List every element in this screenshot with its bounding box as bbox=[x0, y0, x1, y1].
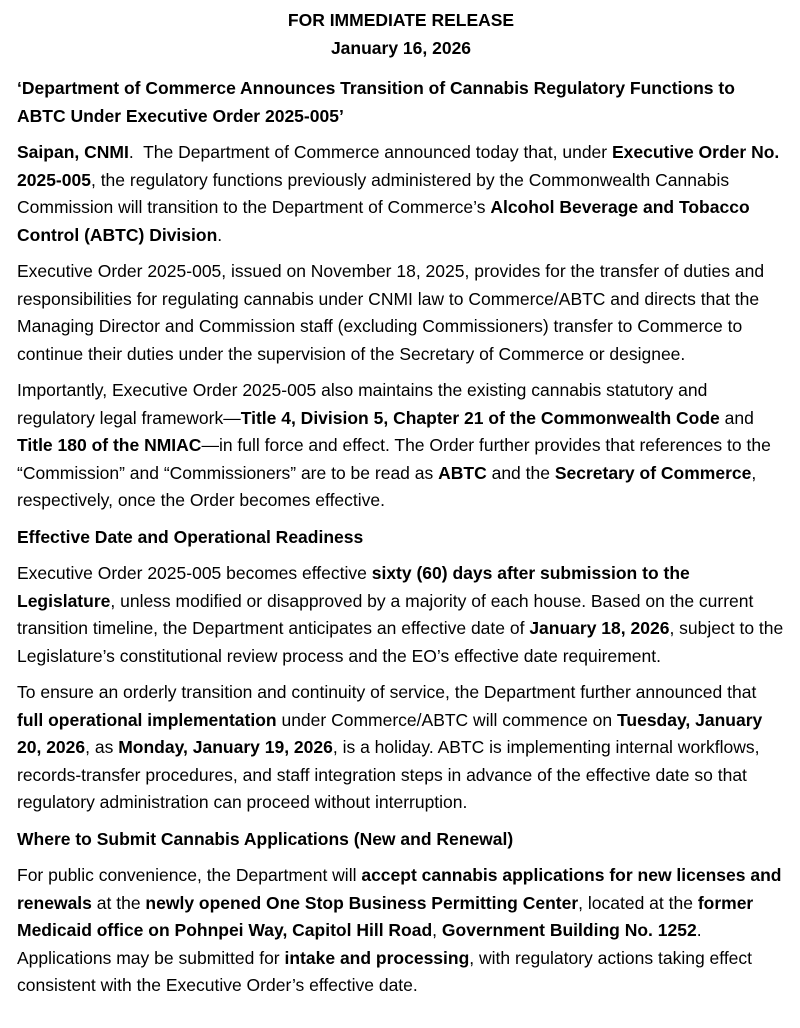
paragraph-operational-implementation bbox=[17, 679, 785, 817]
text-run: Importantly, Executive Order 2025-005 also maintains the existing cannabis statutory and regulatory legal framework— bbox=[17, 380, 708, 428]
text-run: , the regulatory functions previously administered by the Commonwealth Cannabis Commission will transition to the Department of Commerce’s bbox=[17, 169, 730, 217]
text-run: Title 180 of the NMIAC bbox=[17, 435, 202, 455]
paragraph-legal-framework bbox=[17, 377, 785, 515]
text-run: at the bbox=[91, 892, 146, 913]
text-run: , unless modified or disapproved by a majority of each house. Based on the current transition timeline, the Department anticipates an effective date of bbox=[17, 590, 754, 638]
paragraph-application-submission bbox=[17, 862, 785, 1000]
text-run: , with regulatory actions taking effect consistent with the Executive Order’s effective date. bbox=[17, 947, 753, 995]
text-run: Government Building No. 1252 bbox=[441, 920, 697, 940]
text-run: , as bbox=[85, 737, 119, 757]
text-run: Saipan, CNMI bbox=[17, 142, 129, 162]
text-run: Tuesday, January 20, 2026 bbox=[17, 709, 763, 757]
text-run: , bbox=[432, 920, 442, 940]
text-run: under Commerce/ABTC will commence on bbox=[276, 709, 617, 730]
text-run: January 18, 2026 bbox=[529, 618, 670, 638]
text-run: . Applications may be submitted for bbox=[17, 920, 702, 968]
text-run: Monday, January 19, 2026 bbox=[118, 737, 333, 757]
text-run: and the bbox=[486, 462, 555, 483]
section-heading-effective-date: Effective Date and Operational Readiness bbox=[17, 526, 364, 547]
press-release-title: ‘Department of Commerce Announces Transition of Cannabis Regulatory Functions to ABTC Under Executive Order 2025-005’ bbox=[17, 78, 735, 126]
text-run: —in full force and effect. The Order further provides that references to the “Commission” and “Commissioners” are to be read as bbox=[17, 435, 771, 483]
text-run: intake and processing bbox=[284, 947, 470, 968]
text-run: Executive Order 2025-005 becomes effective bbox=[17, 563, 372, 583]
text-run: full operational implementation bbox=[17, 709, 277, 730]
text-run: . bbox=[217, 224, 223, 245]
release-date: January 16, 2026 bbox=[330, 37, 472, 58]
section-heading-where-to-submit: Where to Submit Cannabis Applications (New and Renewal) bbox=[17, 828, 514, 849]
text-run: . The Department of Commerce announced today that, under bbox=[128, 142, 612, 162]
text-run: newly opened One Stop Business Permitting Center bbox=[145, 892, 579, 913]
text-run: accept cannabis applications for new licenses and renewals bbox=[17, 865, 782, 913]
text-run: and bbox=[719, 407, 754, 428]
text-run: , is a holiday. ABTC is implementing internal workflows, records-transfer procedures, and staff integration steps in advance of the effective date so that regulatory administration can proceed without interruption. bbox=[17, 737, 760, 812]
text-run: ABTC bbox=[438, 462, 487, 483]
text-run: For public convenience, the Department will bbox=[17, 865, 362, 885]
text-run: Title 4, Division 5, Chapter 21 of the Commonwealth Code bbox=[240, 407, 720, 428]
text-run: Executive Order 2025-005, issued on November 18, 2025, provides for the transfer of duties and responsibilities for regulating cannabis under CNMI law to Commerce/ABTC and directs that the Managing Director and Commission staff (excluding Commissioners) transfer to Commerce to continue their duties under the supervision of the Secretary of Commerce or designee. bbox=[17, 261, 765, 364]
text-run: , respectively, once the Order becomes effective. bbox=[17, 462, 757, 510]
release-status-line: FOR IMMEDIATE RELEASE bbox=[287, 10, 515, 30]
text-run: former Medicaid office on Pohnpei Way, Capitol Hill Road bbox=[17, 892, 754, 940]
text-run: , subject to the Legislature’s constitutional review process and the EO’s effective date requirement. bbox=[17, 618, 784, 666]
paragraph-announcement bbox=[17, 139, 785, 249]
text-run: sixty (60) days after submission to the Legislature bbox=[17, 563, 690, 611]
text-run: Executive Order No. 2025-005 bbox=[17, 142, 780, 190]
text-run: Alcohol Beverage and Tobacco Control (ABTC) Division bbox=[17, 197, 750, 245]
text-run: Secretary of Commerce bbox=[554, 462, 752, 483]
text-run: , located at the bbox=[578, 892, 698, 913]
paragraph-transfer-of-duties bbox=[17, 258, 785, 368]
text-run: To ensure an orderly transition and continuity of service, the Department further announced that bbox=[17, 682, 757, 702]
paragraph-effective-date bbox=[17, 560, 785, 670]
